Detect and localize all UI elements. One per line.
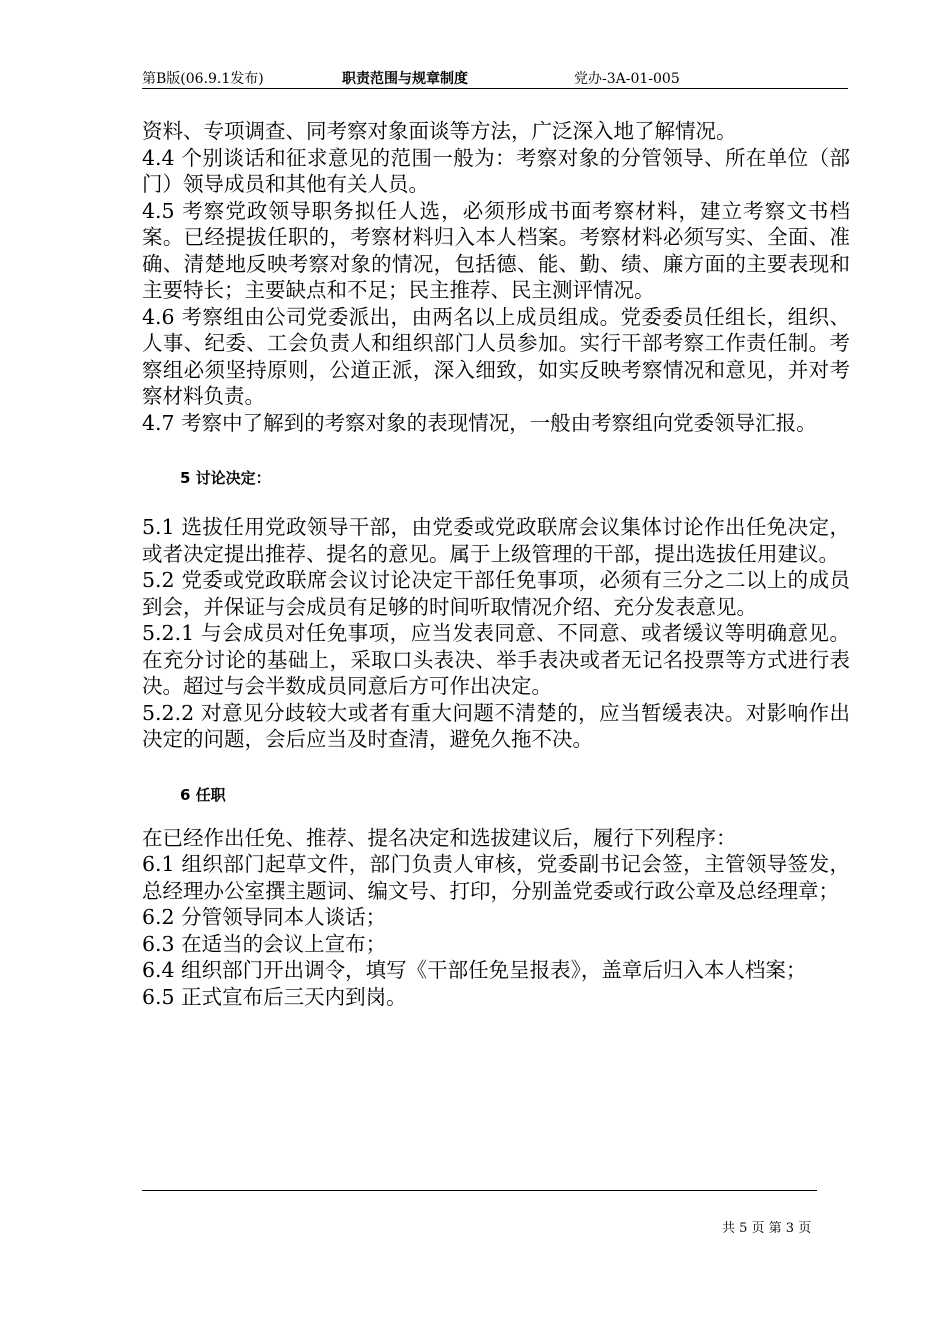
paragraph: 5.2.1 与会成员对任免事项，应当发表同意、不同意、或者缓议等明确意见。在充分讨论的基础上，采取口头表决、举手表决或者无记名投票等方式进行表决。超过与会半数成员同意后方可作出决定。 xyxy=(142,621,850,698)
document-body xyxy=(142,118,850,1010)
paragraph: 在已经作出任免、推荐、提名决定和选拔建议后，履行下列程序： xyxy=(142,825,737,850)
paragraph: 6.1 组织部门起草文件，部门负责人审核，党委副书记会签，主管领导签发，总经理办公室撰主题词、编文号、打印，分别盖党委或行政公章及总经理章； xyxy=(142,852,850,903)
section-heading-5: 5 讨论决定： xyxy=(180,469,271,487)
paragraph: 4.7 考察中了解到的考察对象的表现情况，一般由考察组向党委领导汇报。 xyxy=(142,410,817,435)
paragraph: 6.2 分管领导同本人谈话； xyxy=(142,905,387,929)
paragraph: 4.6 考察组由公司党委派出，由两名以上成员组成。党委委员任组长，组织、人事、纪委、工会负责人和组织部门人员参加。实行干部考察工作责任制。考察组必须坚持原则，公道正派，深入细致，如实反映考察情况和意见，并对考察材料负责。 xyxy=(142,304,850,408)
paragraph: 6.3 在适当的会议上宣布； xyxy=(142,931,387,956)
paragraph: 4.5 考察党政领导职务拟任人选，必须形成书面考察材料，建立考察文书档案。已经提拔任职的，考察材料归入本人档案。考察材料必须写实、全面、准确、清楚地反映考察对象的情况，包括德、能、勤、绩、廉方面的主要表现和主要特长；主要缺点和不足；民主推荐、民主测评情况。 xyxy=(142,198,850,302)
section-heading-6: 6 任职 xyxy=(180,785,226,804)
document-code: 党办-3A-01-005 xyxy=(574,71,680,87)
page-number: 共 5 页 第 3 页 xyxy=(722,1221,812,1236)
document-version: 第B版(06.9.1发布) xyxy=(142,71,264,87)
paragraph: 5.2 党委或党政联席会议讨论决定干部任免事项，必须有三分之二以上的成员到会，并保证与会成员有足够的时间听取情况介绍、充分发表意见。 xyxy=(142,568,850,619)
paragraph: 资料、专项调查、同考察对象面谈等方法，广泛深入地了解情况。 xyxy=(142,119,737,143)
paragraph: 5.1 选拔任用党政领导干部，由党委或党政联席会议集体讨论作出任免决定，或者决定提出推荐、提名的意见。属于上级管理的干部，提出选拔任用建议。 xyxy=(142,515,850,566)
paragraph: 6.5 正式宣布后三天内到岗。 xyxy=(142,984,407,1009)
paragraph: 6.4 组织部门开出调令，填写《干部任免呈报表》，盖章后归入本人档案； xyxy=(142,958,807,982)
paragraph: 4.4 个别谈话和征求意见的范围一般为：考察对象的分管领导、所在单位（部门）领导成员和其他有关人员。 xyxy=(142,145,850,196)
document-title: 职责范围与规章制度 xyxy=(342,71,468,87)
page-header xyxy=(142,66,848,89)
footer-divider xyxy=(142,1190,817,1191)
paragraph: 5.2.2 对意见分歧较大或者有重大问题不清楚的，应当暂缓表决。对影响作出决定的问题，会后应当及时查清，避免久拖不决。 xyxy=(142,700,850,751)
